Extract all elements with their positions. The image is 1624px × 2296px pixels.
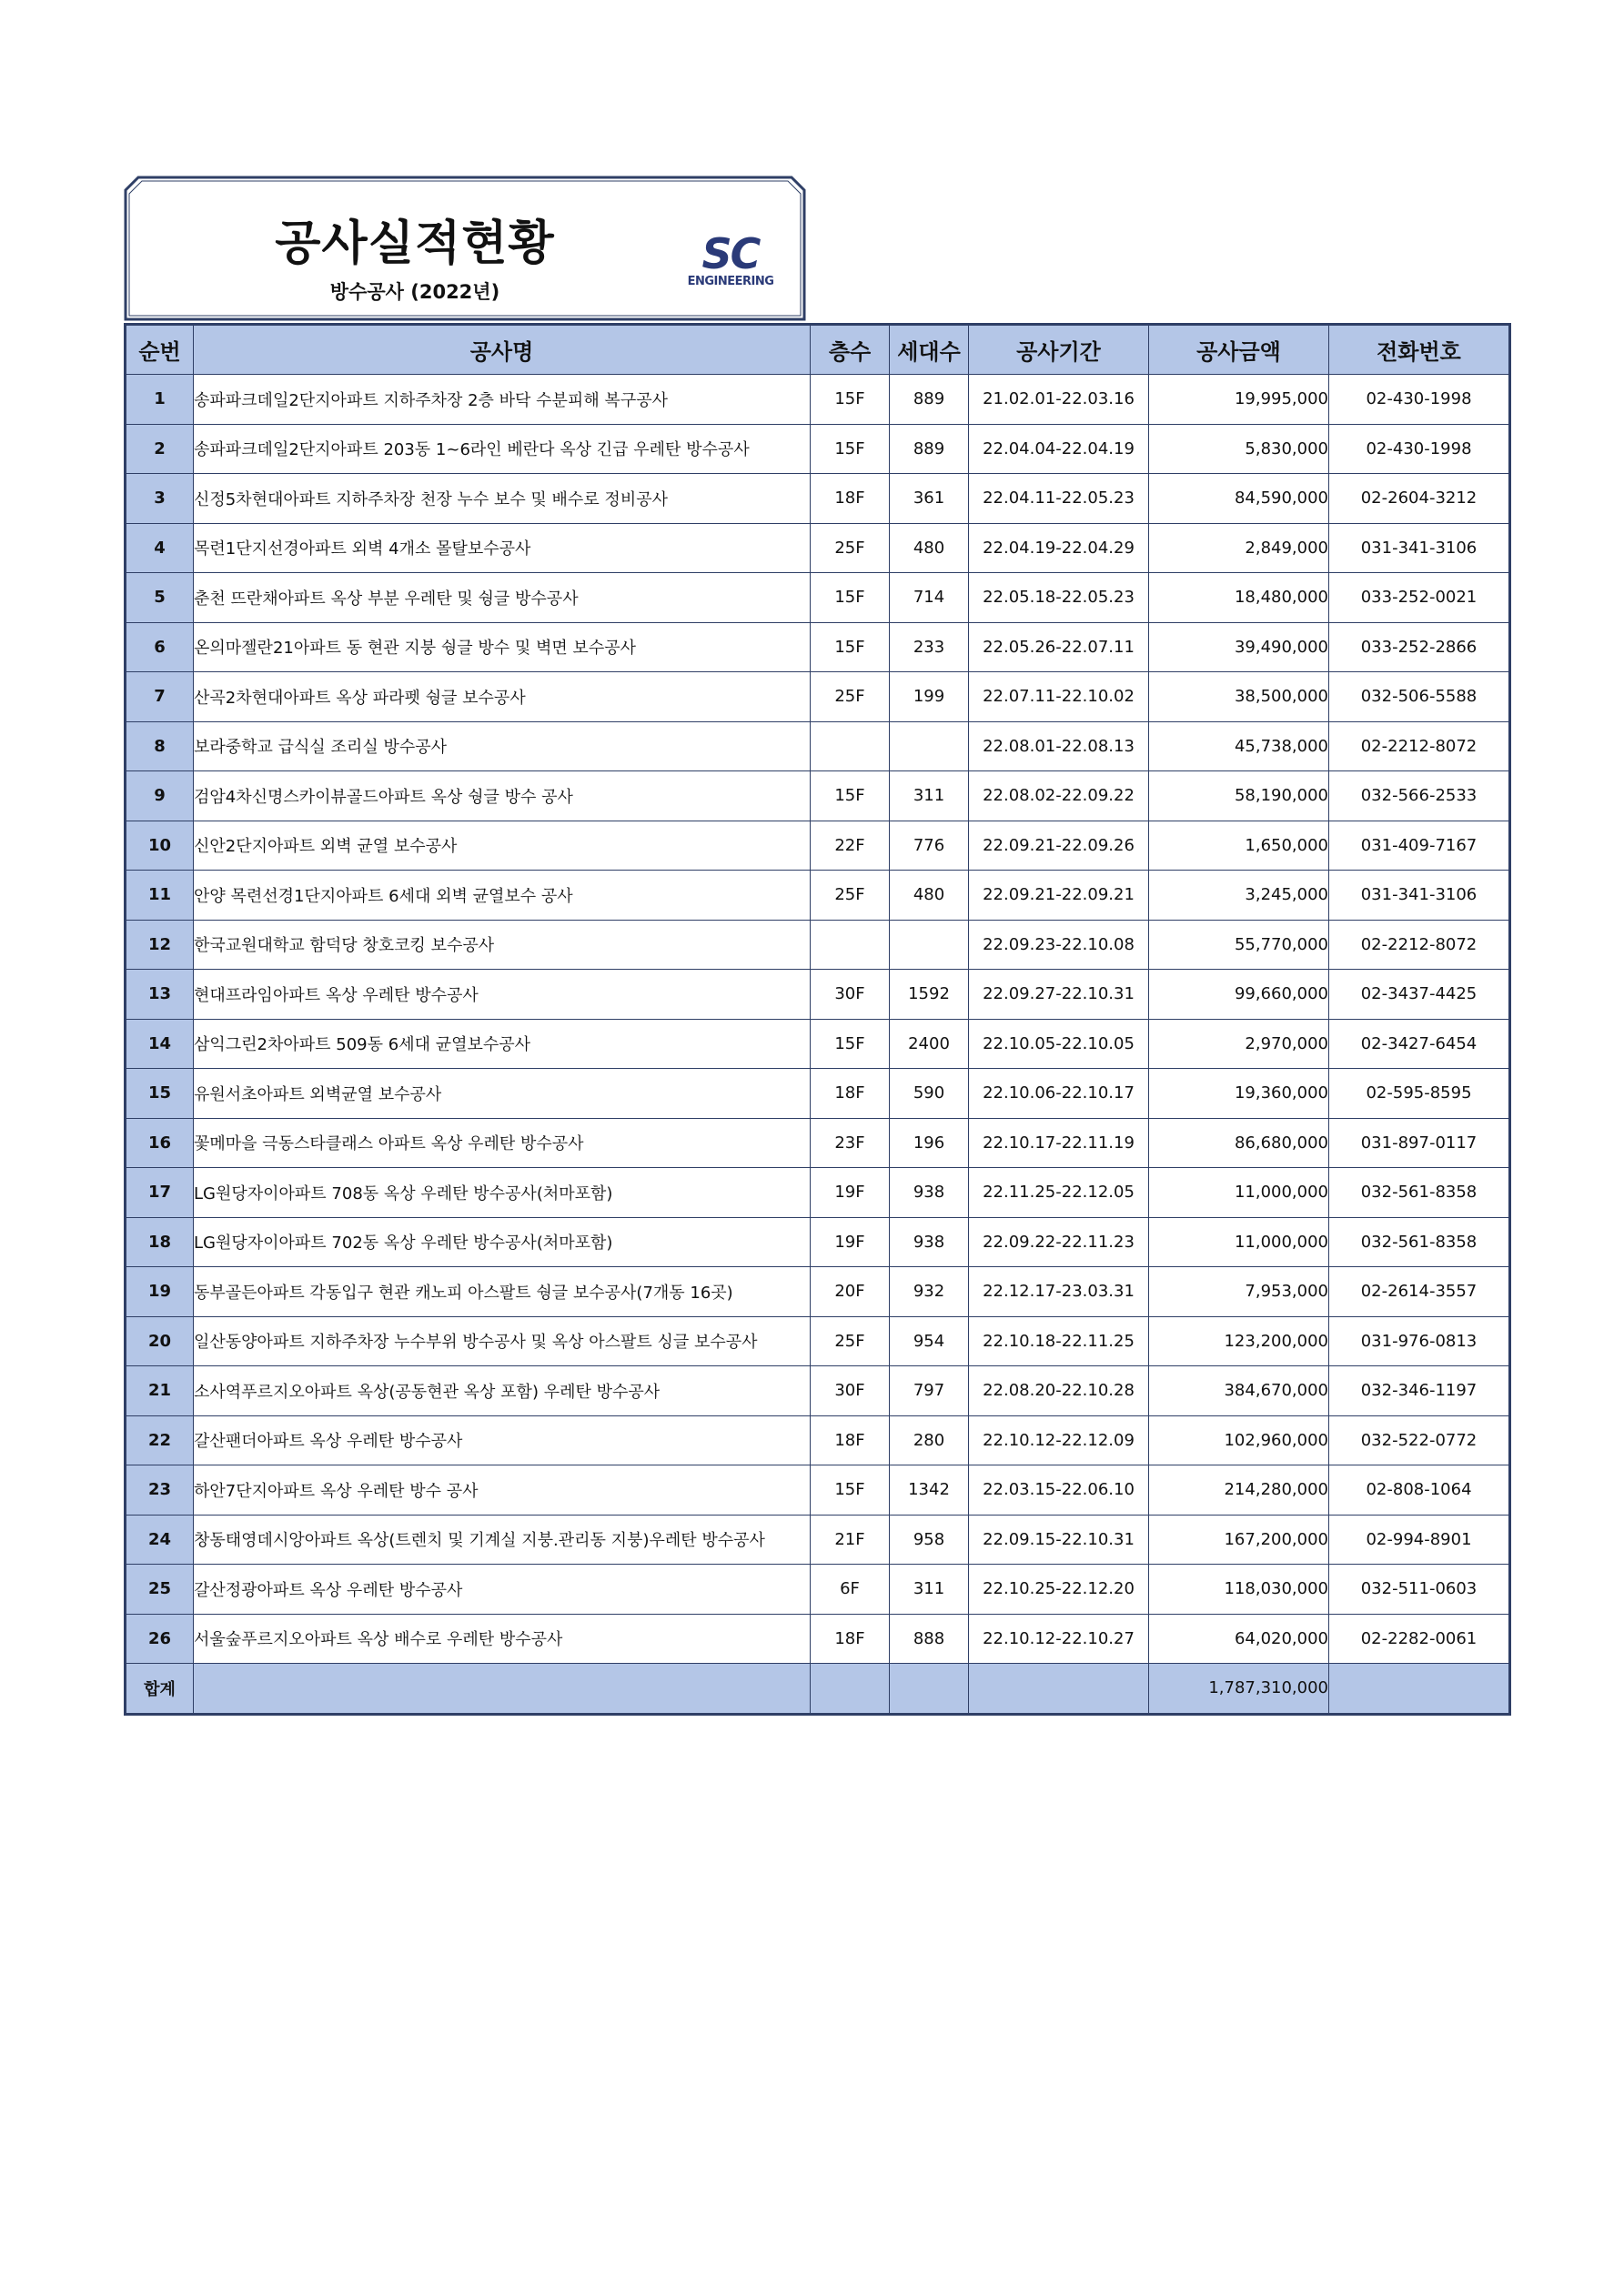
col-header-name: 공사명 xyxy=(194,325,811,375)
period-cell: 22.10.25-22.12.20 xyxy=(969,1565,1149,1615)
page-subtitle: 방수공사 (2022년) xyxy=(329,281,500,303)
row-number-cell: 10 xyxy=(126,821,194,871)
table-row xyxy=(126,1614,1510,1664)
table-row xyxy=(126,970,1510,1020)
period-cell: 22.12.17-23.03.31 xyxy=(969,1267,1149,1317)
phone-cell: 033-252-2866 xyxy=(1329,622,1510,672)
phone-cell: 02-2614-3557 xyxy=(1329,1267,1510,1317)
col-header-phone: 전화번호 xyxy=(1329,325,1510,375)
floors-cell: 25F xyxy=(811,672,890,722)
title-box xyxy=(124,176,806,321)
period-cell: 22.09.21-22.09.26 xyxy=(969,821,1149,871)
col-header-units: 세대수 xyxy=(890,325,969,375)
phone-cell: 02-2604-3212 xyxy=(1329,474,1510,524)
row-number-cell: 25 xyxy=(126,1565,194,1615)
page-title: 공사실적현황 xyxy=(275,217,555,271)
amount-cell: 19,360,000 xyxy=(1149,1069,1329,1119)
units-cell: 2400 xyxy=(890,1019,969,1069)
row-number-cell: 1 xyxy=(126,375,194,425)
phone-cell: 02-3427-6454 xyxy=(1329,1019,1510,1069)
table-row xyxy=(126,721,1510,771)
table-row xyxy=(126,1515,1510,1565)
period-cell: 22.10.17-22.11.19 xyxy=(969,1118,1149,1168)
phone-cell: 032-566-2533 xyxy=(1329,771,1510,821)
units-cell: 280 xyxy=(890,1415,969,1465)
floors-cell: 25F xyxy=(811,1316,890,1366)
floors-cell: 22F xyxy=(811,821,890,871)
phone-cell: 02-994-8901 xyxy=(1329,1515,1510,1565)
table-row xyxy=(126,1415,1510,1465)
units-cell xyxy=(890,920,969,970)
phone-cell: 031-976-0813 xyxy=(1329,1316,1510,1366)
project-name-cell: 온의마젤란21아파트 동 현관 지붕 쉉글 방수 및 벽면 보수공사 xyxy=(194,622,811,672)
units-cell: 311 xyxy=(890,1565,969,1615)
period-cell: 22.10.05-22.10.05 xyxy=(969,1019,1149,1069)
floors-cell: 6F xyxy=(811,1565,890,1615)
project-name-cell: 한국교원대학교 함덕당 창호코킹 보수공사 xyxy=(194,920,811,970)
row-number-cell: 23 xyxy=(126,1465,194,1516)
table-row xyxy=(126,1316,1510,1366)
table-row xyxy=(126,523,1510,573)
phone-cell: 031-897-0117 xyxy=(1329,1118,1510,1168)
col-header-no: 순번 xyxy=(126,325,194,375)
table-row xyxy=(126,1118,1510,1168)
table-row xyxy=(126,1019,1510,1069)
phone-cell: 02-808-1064 xyxy=(1329,1465,1510,1516)
period-cell: 22.08.20-22.10.28 xyxy=(969,1366,1149,1416)
amount-cell: 99,660,000 xyxy=(1149,970,1329,1020)
period-cell: 21.02.01-22.03.16 xyxy=(969,375,1149,425)
period-cell: 22.07.11-22.10.02 xyxy=(969,672,1149,722)
period-cell: 22.04.04-22.04.19 xyxy=(969,424,1149,474)
units-cell: 311 xyxy=(890,771,969,821)
row-number-cell: 24 xyxy=(126,1515,194,1565)
row-number-cell: 22 xyxy=(126,1415,194,1465)
project-name-cell: 하안7단지아파트 옥상 우레탄 방수 공사 xyxy=(194,1465,811,1516)
floors-cell: 30F xyxy=(811,970,890,1020)
amount-cell: 2,849,000 xyxy=(1149,523,1329,573)
project-name-cell: 안양 목련선경1단지아파트 6세대 외벽 균열보수 공사 xyxy=(194,871,811,921)
row-number-cell: 2 xyxy=(126,424,194,474)
company-logo xyxy=(681,229,781,296)
project-name-cell: 유원서초아파트 외벽균열 보수공사 xyxy=(194,1069,811,1119)
units-cell: 954 xyxy=(890,1316,969,1366)
phone-cell: 031-341-3106 xyxy=(1329,871,1510,921)
period-cell: 22.10.12-22.10.27 xyxy=(969,1614,1149,1664)
amount-cell: 7,953,000 xyxy=(1149,1267,1329,1317)
total-empty-cell xyxy=(969,1664,1149,1715)
phone-cell: 02-595-8595 xyxy=(1329,1069,1510,1119)
floors-cell: 15F xyxy=(811,771,890,821)
row-number-cell: 14 xyxy=(126,1019,194,1069)
amount-cell: 45,738,000 xyxy=(1149,721,1329,771)
project-name-cell: 일산동양아파트 지하주차장 누수부위 방수공사 및 옥상 아스팔트 싱글 보수공사 xyxy=(194,1316,811,1366)
floors-cell xyxy=(811,920,890,970)
row-number-cell: 26 xyxy=(126,1614,194,1664)
project-name-cell: 검암4차신명스카이뷰골드아파트 옥상 쉉글 방수 공사 xyxy=(194,771,811,821)
period-cell: 22.09.15-22.10.31 xyxy=(969,1515,1149,1565)
row-number-cell: 18 xyxy=(126,1217,194,1267)
total-empty-cell xyxy=(811,1664,890,1715)
table-row xyxy=(126,1217,1510,1267)
total-row xyxy=(126,1664,1510,1715)
col-header-amount: 공사금액 xyxy=(1149,325,1329,375)
units-cell xyxy=(890,721,969,771)
period-cell: 22.05.26-22.07.11 xyxy=(969,622,1149,672)
row-number-cell: 16 xyxy=(126,1118,194,1168)
project-table xyxy=(124,323,1511,1716)
row-number-cell: 5 xyxy=(126,573,194,623)
total-label: 합계 xyxy=(126,1664,194,1715)
row-number-cell: 21 xyxy=(126,1366,194,1416)
period-cell: 22.10.18-22.11.25 xyxy=(969,1316,1149,1366)
amount-cell: 86,680,000 xyxy=(1149,1118,1329,1168)
amount-cell: 84,590,000 xyxy=(1149,474,1329,524)
table-row xyxy=(126,821,1510,871)
project-name-cell: 송파파크데일2단지아파트 203동 1~6라인 베란다 옥상 긴급 우레탄 방수공사 xyxy=(194,424,811,474)
row-number-cell: 3 xyxy=(126,474,194,524)
phone-cell: 031-409-7167 xyxy=(1329,821,1510,871)
project-name-cell: 갈산정광아파트 옥상 우레탄 방수공사 xyxy=(194,1565,811,1615)
row-number-cell: 20 xyxy=(126,1316,194,1366)
phone-cell: 033-252-0021 xyxy=(1329,573,1510,623)
units-cell: 480 xyxy=(890,871,969,921)
units-cell: 889 xyxy=(890,375,969,425)
amount-cell: 38,500,000 xyxy=(1149,672,1329,722)
phone-cell: 032-522-0772 xyxy=(1329,1415,1510,1465)
floors-cell: 18F xyxy=(811,474,890,524)
floors-cell: 23F xyxy=(811,1118,890,1168)
floors-cell: 15F xyxy=(811,1019,890,1069)
amount-cell: 11,000,000 xyxy=(1149,1168,1329,1218)
units-cell: 480 xyxy=(890,523,969,573)
table-header-row xyxy=(126,325,1510,375)
project-name-cell: 동부골든아파트 각동입구 현관 캐노피 아스팔트 쉉글 보수공사(7개동 16곳) xyxy=(194,1267,811,1317)
units-cell: 888 xyxy=(890,1614,969,1664)
project-name-cell: 창동태영데시앙아파트 옥상(트렌치 및 기계실 지붕.관리동 지붕)우레탄 방수공사 xyxy=(194,1515,811,1565)
row-number-cell: 19 xyxy=(126,1267,194,1317)
period-cell: 22.09.23-22.10.08 xyxy=(969,920,1149,970)
units-cell: 590 xyxy=(890,1069,969,1119)
total-empty-cell xyxy=(890,1664,969,1715)
units-cell: 1342 xyxy=(890,1465,969,1516)
project-name-cell: 춘천 뜨란채아파트 옥상 부분 우레탄 및 쉉글 방수공사 xyxy=(194,573,811,623)
phone-cell: 032-346-1197 xyxy=(1329,1366,1510,1416)
units-cell: 199 xyxy=(890,672,969,722)
units-cell: 938 xyxy=(890,1168,969,1218)
floors-cell: 19F xyxy=(811,1217,890,1267)
floors-cell: 18F xyxy=(811,1069,890,1119)
project-name-cell: 꽃메마을 극동스타클래스 아파트 옥상 우레탄 방수공사 xyxy=(194,1118,811,1168)
amount-cell: 167,200,000 xyxy=(1149,1515,1329,1565)
floors-cell: 30F xyxy=(811,1366,890,1416)
floors-cell: 15F xyxy=(811,424,890,474)
period-cell: 22.11.25-22.12.05 xyxy=(969,1168,1149,1218)
project-name-cell: 현대프라임아파트 옥상 우레탄 방수공사 xyxy=(194,970,811,1020)
logo-sub-text: ENGINEERING xyxy=(687,275,774,288)
project-name-cell: 신정5차현대아파트 지하주차장 천장 누수 보수 및 배수로 정비공사 xyxy=(194,474,811,524)
period-cell: 22.05.18-22.05.23 xyxy=(969,573,1149,623)
units-cell: 233 xyxy=(890,622,969,672)
floors-cell: 15F xyxy=(811,375,890,425)
floors-cell: 18F xyxy=(811,1614,890,1664)
table-row xyxy=(126,474,1510,524)
total-empty-cell xyxy=(194,1664,811,1715)
phone-cell: 032-561-8358 xyxy=(1329,1217,1510,1267)
total-empty-cell xyxy=(1329,1664,1510,1715)
amount-cell: 1,650,000 xyxy=(1149,821,1329,871)
row-number-cell: 15 xyxy=(126,1069,194,1119)
amount-cell: 55,770,000 xyxy=(1149,920,1329,970)
row-number-cell: 4 xyxy=(126,523,194,573)
phone-cell: 02-2212-8072 xyxy=(1329,721,1510,771)
table-row xyxy=(126,622,1510,672)
table-row xyxy=(126,1366,1510,1416)
amount-cell: 58,190,000 xyxy=(1149,771,1329,821)
period-cell: 22.08.02-22.09.22 xyxy=(969,771,1149,821)
units-cell: 932 xyxy=(890,1267,969,1317)
units-cell: 196 xyxy=(890,1118,969,1168)
col-header-floors: 층수 xyxy=(811,325,890,375)
floors-cell xyxy=(811,721,890,771)
phone-cell: 031-341-3106 xyxy=(1329,523,1510,573)
amount-cell: 19,995,000 xyxy=(1149,375,1329,425)
amount-cell: 5,830,000 xyxy=(1149,424,1329,474)
project-name-cell: 산곡2차현대아파트 옥상 파라펫 쉉글 보수공사 xyxy=(194,672,811,722)
row-number-cell: 17 xyxy=(126,1168,194,1218)
period-cell: 22.04.19-22.04.29 xyxy=(969,523,1149,573)
row-number-cell: 13 xyxy=(126,970,194,1020)
row-number-cell: 12 xyxy=(126,920,194,970)
amount-cell: 39,490,000 xyxy=(1149,622,1329,672)
table-row xyxy=(126,1069,1510,1119)
units-cell: 361 xyxy=(890,474,969,524)
floors-cell: 25F xyxy=(811,871,890,921)
table-body xyxy=(126,375,1510,1715)
amount-cell: 2,970,000 xyxy=(1149,1019,1329,1069)
phone-cell: 02-2282-0061 xyxy=(1329,1614,1510,1664)
phone-cell: 02-2212-8072 xyxy=(1329,920,1510,970)
amount-cell: 102,960,000 xyxy=(1149,1415,1329,1465)
row-number-cell: 6 xyxy=(126,622,194,672)
amount-cell: 118,030,000 xyxy=(1149,1565,1329,1615)
amount-cell: 123,200,000 xyxy=(1149,1316,1329,1366)
units-cell: 938 xyxy=(890,1217,969,1267)
table-row xyxy=(126,672,1510,722)
floors-cell: 20F xyxy=(811,1267,890,1317)
amount-cell: 214,280,000 xyxy=(1149,1465,1329,1516)
phone-cell: 032-506-5588 xyxy=(1329,672,1510,722)
period-cell: 22.10.06-22.10.17 xyxy=(969,1069,1149,1119)
project-name-cell: 서울숲푸르지오아파트 옥상 배수로 우레탄 방수공사 xyxy=(194,1614,811,1664)
amount-cell: 11,000,000 xyxy=(1149,1217,1329,1267)
phone-cell: 032-561-8358 xyxy=(1329,1168,1510,1218)
floors-cell: 15F xyxy=(811,573,890,623)
logo-main-text: SC xyxy=(701,229,760,278)
period-cell: 22.09.22-22.11.23 xyxy=(969,1217,1149,1267)
amount-cell: 3,245,000 xyxy=(1149,871,1329,921)
table-row xyxy=(126,920,1510,970)
floors-cell: 19F xyxy=(811,1168,890,1218)
period-cell: 22.09.21-22.09.21 xyxy=(969,871,1149,921)
floors-cell: 15F xyxy=(811,622,890,672)
table-row xyxy=(126,375,1510,425)
floors-cell: 21F xyxy=(811,1515,890,1565)
phone-cell: 032-511-0603 xyxy=(1329,1565,1510,1615)
phone-cell: 02-430-1998 xyxy=(1329,424,1510,474)
project-name-cell: 삼익그린2차아파트 509동 6세대 균열보수공사 xyxy=(194,1019,811,1069)
project-name-cell: LG원당자이아파트 702동 옥상 우레탄 방수공사(처마포함) xyxy=(194,1217,811,1267)
table-row xyxy=(126,871,1510,921)
amount-cell: 18,480,000 xyxy=(1149,573,1329,623)
project-name-cell: 보라중학교 급식실 조리실 방수공사 xyxy=(194,721,811,771)
units-cell: 714 xyxy=(890,573,969,623)
project-name-cell: 목련1단지선경아파트 외벽 4개소 몰탈보수공사 xyxy=(194,523,811,573)
units-cell: 1592 xyxy=(890,970,969,1020)
period-cell: 22.09.27-22.10.31 xyxy=(969,970,1149,1020)
row-number-cell: 7 xyxy=(126,672,194,722)
units-cell: 776 xyxy=(890,821,969,871)
project-name-cell: 신안2단지아파트 외벽 균열 보수공사 xyxy=(194,821,811,871)
floors-cell: 18F xyxy=(811,1415,890,1465)
row-number-cell: 11 xyxy=(126,871,194,921)
units-cell: 958 xyxy=(890,1515,969,1565)
col-header-period: 공사기간 xyxy=(969,325,1149,375)
phone-cell: 02-430-1998 xyxy=(1329,375,1510,425)
table-row xyxy=(126,573,1510,623)
table-row xyxy=(126,1267,1510,1317)
total-amount: 1,787,310,000 xyxy=(1149,1664,1329,1715)
project-name-cell: 갈산팬더아파트 옥상 우레탄 방수공사 xyxy=(194,1415,811,1465)
amount-cell: 384,670,000 xyxy=(1149,1366,1329,1416)
table-row xyxy=(126,1465,1510,1516)
project-name-cell: 소사역푸르지오아파트 옥상(공동현관 옥상 포함) 우레탄 방수공사 xyxy=(194,1366,811,1416)
period-cell: 22.03.15-22.06.10 xyxy=(969,1465,1149,1516)
table-row xyxy=(126,424,1510,474)
row-number-cell: 9 xyxy=(126,771,194,821)
period-cell: 22.10.12-22.12.09 xyxy=(969,1415,1149,1465)
amount-cell: 64,020,000 xyxy=(1149,1614,1329,1664)
floors-cell: 25F xyxy=(811,523,890,573)
table-row xyxy=(126,1168,1510,1218)
period-cell: 22.08.01-22.08.13 xyxy=(969,721,1149,771)
phone-cell: 02-3437-4425 xyxy=(1329,970,1510,1020)
units-cell: 797 xyxy=(890,1366,969,1416)
project-name-cell: 송파파크데일2단지아파트 지하주차장 2층 바닥 수분피해 복구공사 xyxy=(194,375,811,425)
units-cell: 889 xyxy=(890,424,969,474)
project-name-cell: LG원당자이아파트 708동 옥상 우레탄 방수공사(처마포함) xyxy=(194,1168,811,1218)
row-number-cell: 8 xyxy=(126,721,194,771)
period-cell: 22.04.11-22.05.23 xyxy=(969,474,1149,524)
table-row xyxy=(126,771,1510,821)
floors-cell: 15F xyxy=(811,1465,890,1516)
table-row xyxy=(126,1565,1510,1615)
